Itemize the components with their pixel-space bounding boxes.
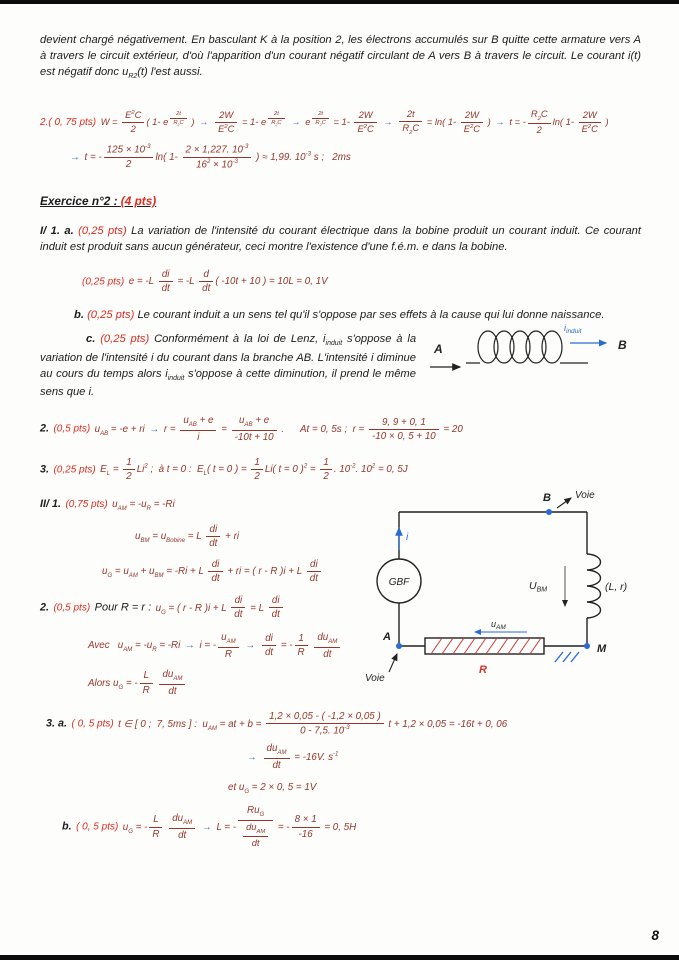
induced-current-symbol: i (564, 323, 566, 334)
question-ii3a (46, 711, 641, 737)
formula: Alors $u_G$ = - $\frac{L}{R}$ $\frac{du_{AM}}{dt}$ (88, 678, 187, 689)
formula: → $\frac{du_{AM}}{dt}$ = -16V. $s^{-1}$ (247, 742, 339, 771)
item-label: 3. (40, 463, 50, 476)
resistor (425, 638, 544, 654)
node-a-label: A (434, 342, 443, 357)
ubm-label (529, 580, 547, 594)
ground-symbol (555, 652, 579, 662)
item-label: I/ 1. a. (40, 225, 74, 238)
current-label: i (406, 532, 409, 544)
gbf-label: GBF (388, 577, 410, 589)
question-i2 (40, 415, 641, 443)
item-label: 2. (40, 601, 50, 614)
formula: $u_{AB} = -e$ + ri → r = $\frac{u_{AB} + e}{i}$ = $\frac{u_{AB} + e}{-10t + 10}$ . At = 0, 5s ; r = $\frac{9, 9 + 0, 1}{-10 \times 0, 5 + 10}$ = 20 (94, 415, 463, 444)
node-m-label: M (597, 643, 607, 656)
item-label: II/ 1. (40, 498, 62, 511)
question-2-numeric (68, 144, 641, 170)
answer-i1b (40, 307, 641, 323)
exercise-points: (4 pts) (120, 194, 157, 209)
page-number: 8 (651, 928, 659, 943)
answer-text: Conformément à la loi de Lenz, $i_{induit}$ s'oppose à la variation de l'intensité i du courant dans la branche AB. L'intensité i diminue au cours du temps alors $i_{induit}$ s'oppose à cette diminution, il prend le même sens que i. (40, 333, 417, 399)
item-label: c. (86, 333, 96, 346)
formula: $u_G$ = - $\frac{L}{R}$ $\frac{du_{AM}}{dt}$ → L = - $\frac{Ru_G}{\frac{du_{AM}}{dt}}$ = - $\frac{8 \times 1}{-16}$ = 0, 5H (122, 805, 357, 849)
uam-sub: AM (496, 624, 506, 632)
coil-figure (426, 319, 641, 389)
inductor-coil (587, 554, 601, 618)
answer-text: La variation de l'intensité du courant électrique dans la bobine produit un courant induit. Ce courant induit est produit sans aucun générateur, ceci montre l'existence d'une f.é.m. e dans la bobine. (40, 225, 642, 254)
item-label: b. (62, 820, 72, 833)
question-i3 (40, 457, 641, 483)
points-label: ( 0, 5 pts) (71, 718, 114, 730)
formula: $u_{BM} = u_{Bobine} = L$ $\frac{di}{dt}$ + ri (135, 524, 240, 550)
formula-duam (245, 743, 641, 771)
points-label: (0,25 pts) (87, 309, 135, 322)
question-2-work (40, 109, 641, 136)
circuit-figure (359, 484, 641, 686)
formula: e = -L $\frac{di}{dt}$ = -L $\frac{d}{dt}$ ( -10t + 10 ) = 10L = 0, 1V (128, 268, 328, 294)
formula: $u_G = u_{AM} + u_{BM} = -Ri + L$ $\frac{di}{dt}$ + ri = ( r - R )i + L $\frac{di}{dt}$ (102, 566, 323, 577)
voie-bottom-arrow (389, 654, 397, 672)
item-label: 2. (40, 423, 50, 436)
formula: t ∈ [ 0 ; 7, 5ms ] : $u_{AM}$ = at + b = $\frac{1,2 \times 0,05 - ( -1,2 \times 0,05 )}{0 - 7,5. 10^{-3}}$ t + 1,2 × 0,05 = -16t + 0, 06 (118, 711, 508, 737)
points-label: (0,75 pts) (65, 499, 108, 511)
formula: → t = - $\frac{125 \times 10^{-3}}{2}$ ln( 1- $\frac{2 \times 1,227. 10^{-3}}{16^2 \times 10^{-3}}$ ) ≈ 1,99. $10^{-3}$ s ; 2ms (70, 144, 351, 170)
answer-text: Le courant induit a un sens tel qu'il s'oppose par ses effets à la cause qui lui donne naissance. (137, 309, 605, 322)
uam-symbol: u (491, 619, 497, 630)
formula: W = $\frac{E^2C}{2}$ ( 1- e $^{\frac{2t}{R_2C}}$ ) → $\frac{2W}{E^2C}$ = 1- e $^{\frac{2t}{R_2C}}$ → e $^{\frac{2t}{R_2C}}$ = 1- $\frac{2W}{E^2C}$ → $\frac{2t}{R_2C}$ = ln( 1- $\frac{2W}{E^2C}$ ) → t = - $\frac{R_2C}{2}$ ln( 1- $\frac{2W}{E^2C}$ ) (100, 107, 609, 136)
points-label: (0,25 pts) (100, 333, 150, 346)
intro-paragraph: devient chargé négativement. En basculant K à la position 2, les électrons accumulés sur B quitte cette armature vers A à travers le circuit extérieur, d'où l'apparition d'un courant négatif circulant de A vers B à travers le circuit. Le courant i(t) est négatif donc $u_{R2}(t)$ l'est aussi. (40, 34, 641, 81)
points-label: (0,25 pts) (82, 276, 125, 288)
points-label: (0,5 pts) (53, 602, 91, 614)
node-b-label: B (543, 492, 551, 505)
voie-top-label: Voie (575, 490, 595, 502)
coil-loops (478, 331, 562, 363)
resistor-label: R (479, 664, 487, 677)
exercise-title: Exercice n°2 : (40, 194, 118, 209)
formula-emf (82, 269, 641, 295)
exercise-heading (40, 194, 641, 208)
item-label: b. (74, 309, 84, 322)
page-content (0, 4, 679, 849)
formula: Avec $u_{AM} = -u_R = -Ri \to i$ = - $\frac{u_{AM}}{R}$ → $\frac{di}{dt}$ = - $\frac{1}{R}$ $\frac{du_{AM}}{dt}$ (88, 640, 342, 651)
node-m-dot (584, 643, 590, 649)
induced-current-label (564, 323, 583, 335)
inline-text: Pour R = r : (94, 601, 152, 614)
points-label: 2.( 0, 75 pts) (40, 116, 97, 128)
node-b-dot (546, 509, 552, 515)
coil-diagram (426, 319, 641, 389)
points-label: ( 0, 5 pts) (76, 821, 119, 833)
answer-i1a (40, 223, 641, 255)
node-b-label: B (618, 338, 627, 353)
formula: et $u_G = 2 \times 0$, 5 = 1V (228, 782, 317, 796)
points-label: (0,25 pts) (78, 225, 127, 238)
ubm-sub: BM (536, 586, 548, 594)
ubm-symbol: U (529, 580, 537, 593)
formula: $E_L$ = $\frac{1}{2}$ Li$^2$ ; à t = 0 : $E_L$( t = 0 ) = $\frac{1}{2}$ Li( t = 0 )$^2$ = $\frac{1}{2}$ . $10^{-2}$. $10^2 = 0$, 5J (100, 456, 408, 482)
points-label: (0,5 pts) (53, 424, 91, 436)
circuit-diagram (359, 484, 641, 686)
inductor-label: (L, r) (605, 581, 628, 594)
node-a-label: A (383, 631, 391, 644)
uam-label (491, 619, 506, 631)
formula-et (228, 777, 641, 796)
voie-bottom-label: Voie (365, 673, 385, 685)
formula: $u_G$ = ( r - R )i + L $\frac{di}{dt}$ = L $\frac{di}{dt}$ (156, 603, 285, 614)
question-ii3b (62, 805, 641, 849)
node-a-dot (396, 643, 402, 649)
formula: $u_{AM} = -u_R = -Ri$ (112, 499, 175, 513)
points-label: (0,25 pts) (53, 464, 96, 476)
voie-top-arrow (557, 498, 571, 508)
item-label: 3. a. (46, 717, 68, 730)
induced-current-sub: induit (566, 328, 582, 336)
